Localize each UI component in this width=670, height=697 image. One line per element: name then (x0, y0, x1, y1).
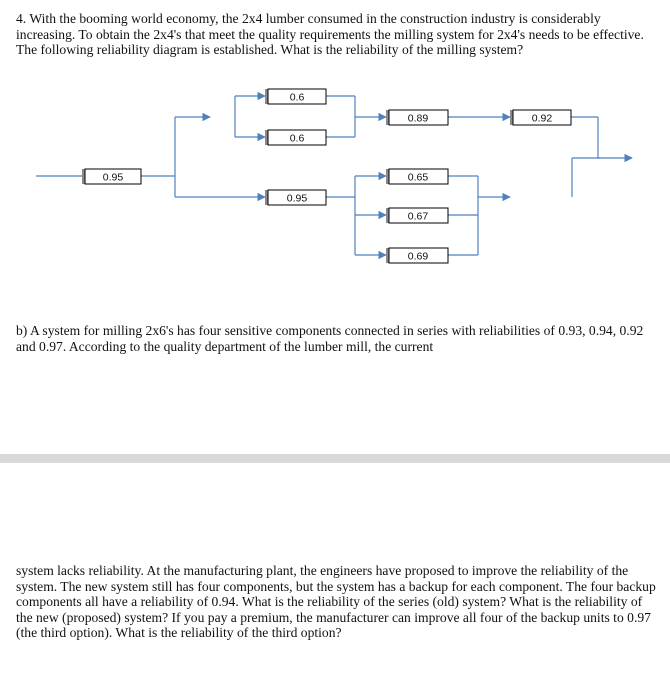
component-c-069 (386, 248, 448, 263)
component-label: 0.6 (289, 132, 305, 145)
page-break-divider (0, 454, 670, 463)
component-c-067 (386, 208, 448, 223)
component-c-in (82, 169, 141, 184)
component-label: 0.67 (407, 210, 429, 223)
component-c-092 (510, 110, 571, 125)
component-label: 0.69 (407, 250, 429, 263)
question-part-a: 4. With the booming world economy, the 2x4 lumber consumed in the construction industry is considerably increasing. To obtain the 2x4's that meet the quality requirements the milling system for 2x4's needs to be effective. The following reliability diagram is established. What is the reliability of the milling system? (16, 11, 644, 58)
component-label: 0.95 (286, 192, 308, 205)
component-label: 0.95 (102, 171, 124, 184)
component-c-top1 (265, 89, 326, 104)
component-label: 0.65 (407, 171, 429, 184)
component-c-top2 (265, 130, 326, 145)
component-c-089 (386, 110, 448, 125)
component-label: 0.89 (407, 112, 429, 125)
question-part-b-continued: system lacks reliability. At the manufacturing plant, the engineers have proposed to improve the reliability of the system. The new system still has four components, but the system has a backup for each component. The four backup components all have a reliability of 0.94. What is the reliability of the series (old) system? What is the reliability of the new (proposed) system? If you pay a premium, the manufacturer can improve all four of the backup units to 0.97 (the third option). What is the reliability of the third option? (16, 563, 656, 641)
component-label: 0.92 (531, 112, 553, 125)
reliability-diagram (0, 0, 670, 300)
component-c-bot (265, 190, 326, 205)
question-part-b-start: b) A system for milling 2x6's has four sensitive components connected in series with reliabilities of 0.93, 0.94, 0.92 and 0.97. According to the quality department of the lumber mill, the current (16, 323, 644, 354)
component-c-065 (386, 169, 448, 184)
component-label: 0.6 (289, 91, 305, 104)
